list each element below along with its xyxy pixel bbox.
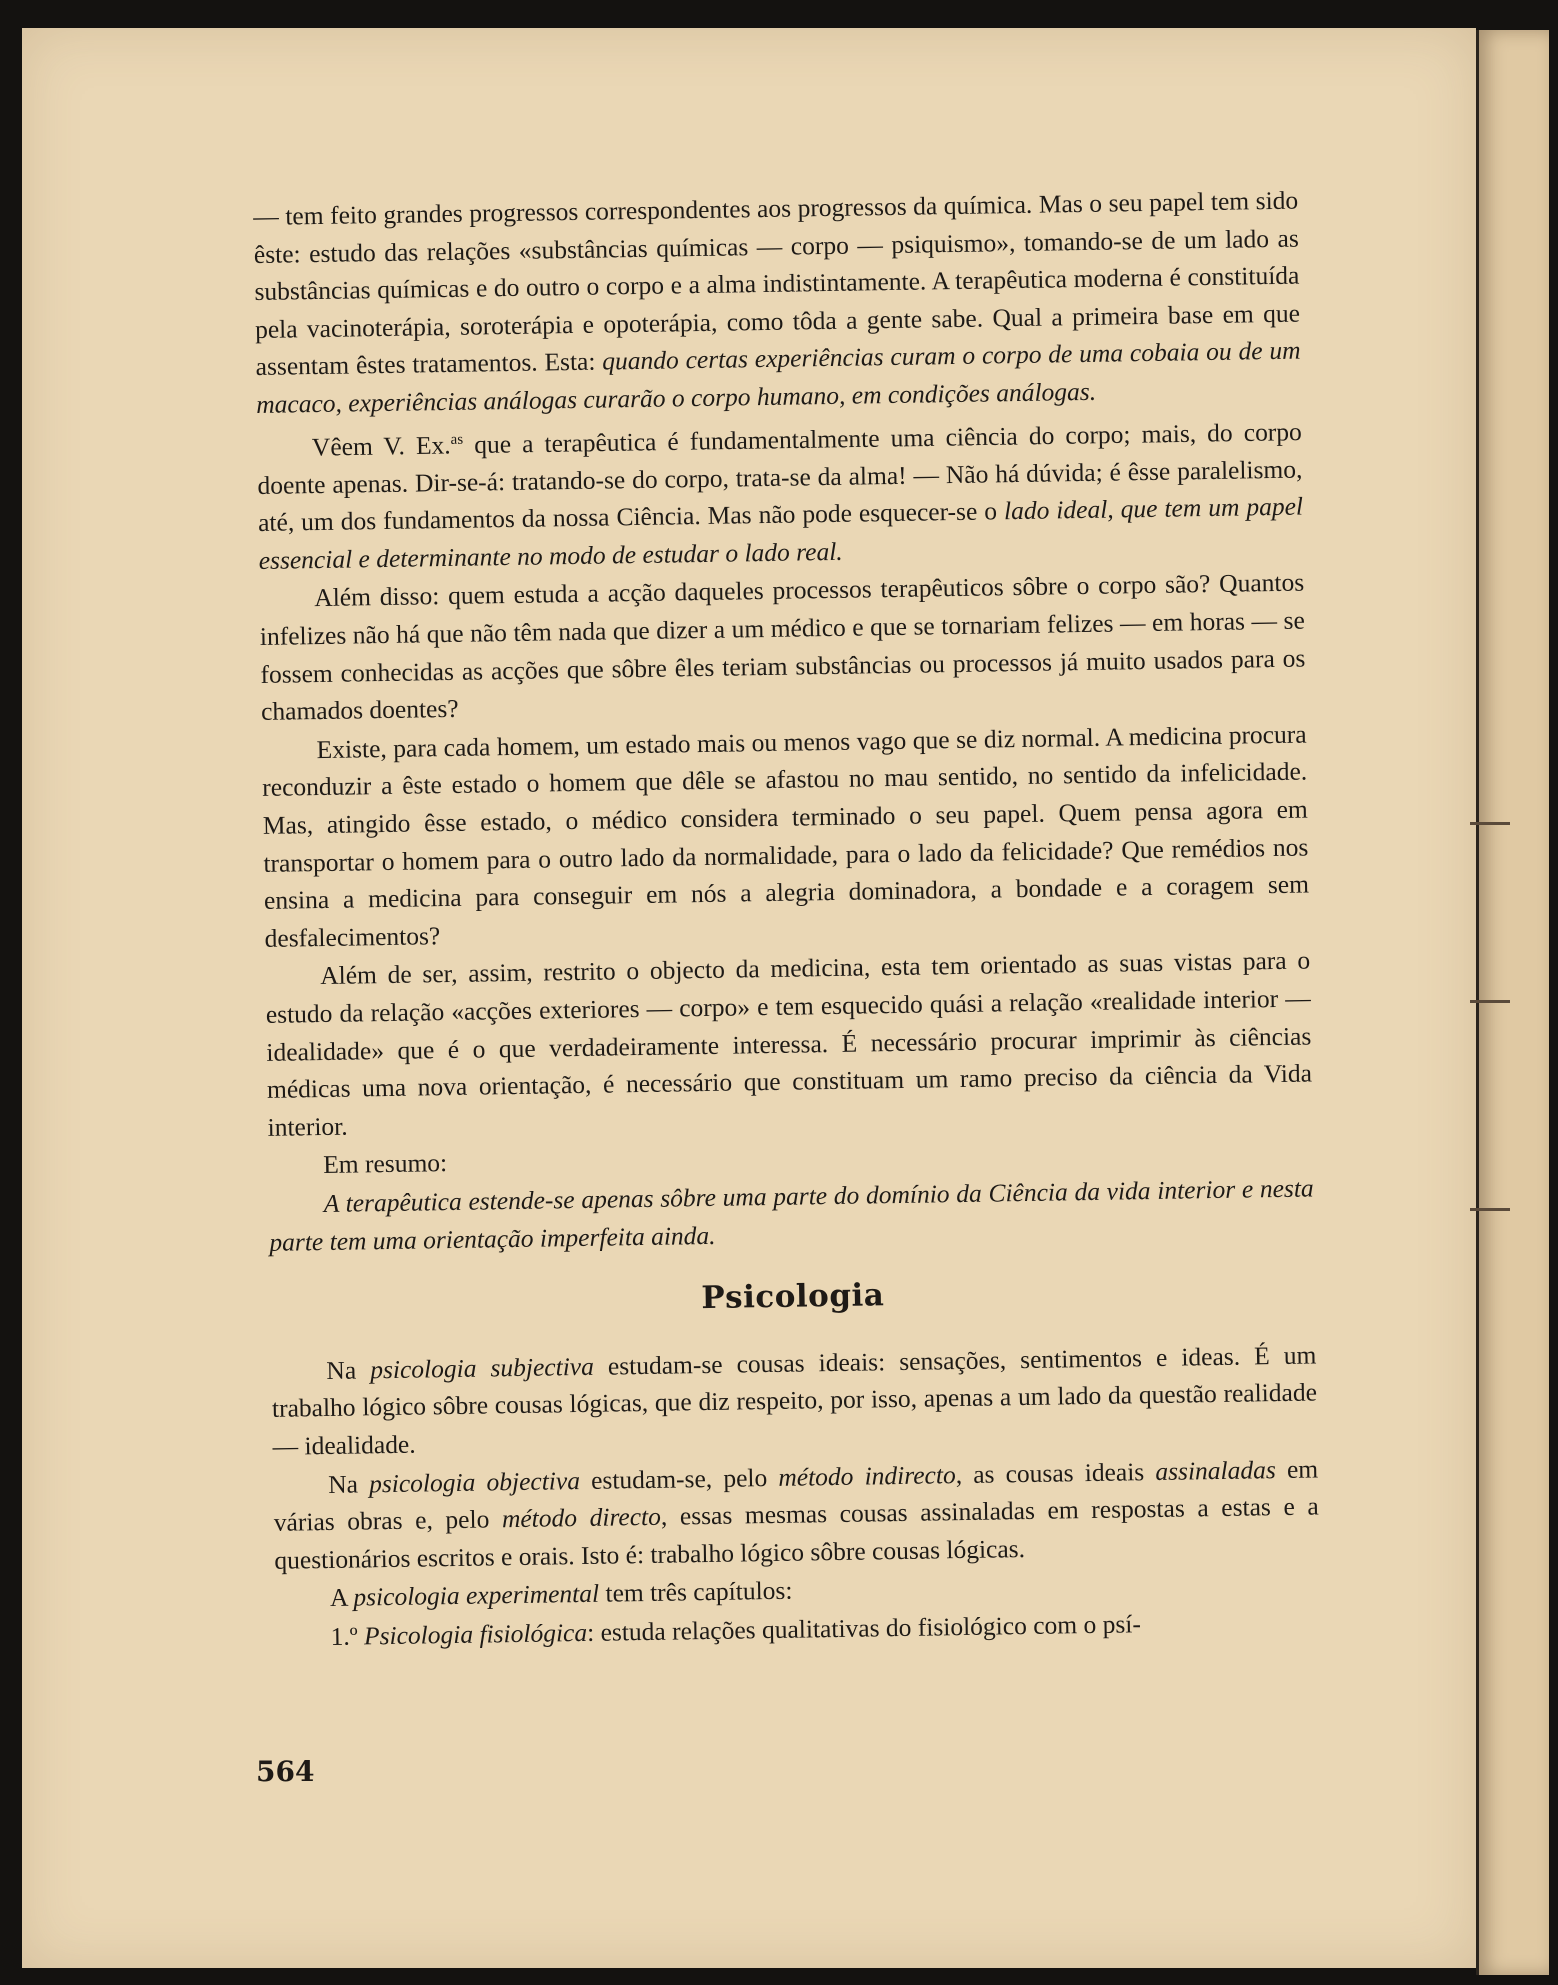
- text-run: estudam-se, pelo: [579, 1462, 779, 1495]
- binding-thread-mark: [1470, 1000, 1510, 1003]
- italic-text: A terapêutica estende-se apenas sôbre uma parte do domínio da Ciência da vida interior e nesta parte tem uma orientação imperfeita ainda.: [269, 1173, 1314, 1257]
- paragraph: [261, 715, 1309, 957]
- text-run: Em resumo:: [322, 1148, 448, 1180]
- text-run: Vêem V. Ex.: [311, 429, 451, 462]
- text-run: estudam-se cousas ideais: sensações, sentimentos e ideas. É um trabalho lógico sôbre cousas lógicas, que diz respeito, por isso, apenas a um lado da questão realidade — idealidade.: [271, 1340, 1318, 1461]
- italic-text: lado ideal, que tem um papel essencial e determinante no modo de estudar o lado real.: [258, 491, 1304, 575]
- italic-text: método directo: [501, 1501, 662, 1534]
- text-run: Além de ser, assim, restrito o objecto da medicina, esta tem orientado as suas vistas para o estudo da relação «acções exteriores — corpo» e tem esquecido quási a relação «realidade interior — idealidade» que é o que verdadeiramente interessa. É necessário procurar imprimir às ciências médicas uma nova orientação, é necessário que constituam um ramo preciso da ciência da Vida interior.: [265, 945, 1313, 1142]
- text-run: Além disso: quem estuda a acção daqueles processos terapêuticos sôbre o corpo são? Quantos infelizes não há que não têm nada que dizer a um médico e que se tornariam felizes — em horas — se fossem conhecidas as acções que sôbre êles teriam substâncias ou processos já muito usados para os chamados doentes?: [259, 567, 1306, 727]
- text-run: Existe, para cada homem, um estado mais ou menos vago que se diz normal. A medicina procura reconduzir a êste estado o homem que dêle se afastou no mau sentido, no sentido da infelicidade. Mas, atingido êsse estado, o médico considera terminado o seu papel. Quem pensa agora em transportar o homem para o outro lado da normalidade, para o lado da felicidade? Que remédios nos ensina a medicina para conseguir em nós a alegria dominadora, a bondade e a coragem sem desfalecimentos?: [262, 719, 1310, 953]
- italic-text: psicologia objectiva: [368, 1465, 581, 1498]
- text-run: as: [450, 431, 464, 448]
- paragraph: [273, 1450, 1320, 1579]
- paragraph: [253, 182, 1301, 424]
- text-run: que a terapêutica é fundamentalmente uma ciência do corpo; mais, do corpo doente apenas. Dir-se-á: tratando-se do corpo, trata-se da alma! — Não há dúvida; é êsse paralelismo, até, um dos fundamentos da nossa Ciência. Mas não pode esquecer-se o: [257, 416, 1303, 538]
- paragraphs-before-heading: [253, 182, 1315, 1261]
- italic-text: quando certas experiências curam o corpo de uma cobaia ou de um macaco, experiências análogas curarão o corpo humano, em condições análogas.: [256, 335, 1301, 419]
- text-run: , essas mesmas cousas assinaladas em respostas a estas e a questionários escritos e orais. Isto é: trabalho lógico sôbre cousas lógicas.: [274, 1491, 1319, 1575]
- paragraph: [269, 1169, 1315, 1261]
- paragraph: [271, 1336, 1318, 1465]
- italic-text: método indirecto: [778, 1459, 956, 1492]
- text-run: , as cousas ideais: [955, 1456, 1156, 1489]
- italic-text: assinaladas: [1155, 1454, 1277, 1486]
- text-run: 1.º: [330, 1621, 365, 1651]
- page-number: 564: [256, 1755, 315, 1788]
- paragraph: [257, 408, 1304, 579]
- italic-text: psicologia subjectiva: [369, 1351, 595, 1385]
- text-run: : estuda relações qualitativas do fisiológico com o psí-: [586, 1609, 1142, 1647]
- text-run: A: [329, 1582, 354, 1613]
- binding-thread-mark: [1470, 1208, 1510, 1211]
- binding-thread-mark: [1470, 822, 1510, 825]
- italic-text: Psicologia fisiológica: [363, 1617, 588, 1651]
- paragraph: [265, 942, 1313, 1146]
- text-run: em várias obras e, pelo: [273, 1453, 1319, 1537]
- text-run: — tem feito grandes progressos correspondentes aos progressos da química. Mas o seu papel tem sido êste: estudo das relações «substâncias químicas — corpo — psiquismo», tomando-se de um lado as substâncias químicas e do outro o corpo e a alma indistintamente. A terapêutica moderna é constituída pela vacinoterápia, soroterápia e opoterápia, como tôda a gente sabe. Qual a primeira base em que assentam êstes tratamentos. Esta:: [253, 185, 1301, 382]
- body-text: [253, 182, 1321, 1658]
- paragraphs-after-heading: [271, 1336, 1321, 1656]
- section-heading: Psicologia: [701, 1277, 885, 1317]
- paragraph: [259, 564, 1306, 731]
- italic-text: psicologia experimental: [353, 1579, 600, 1612]
- text-run: tem três capítulos:: [598, 1575, 793, 1609]
- text-run: Na: [327, 1468, 370, 1499]
- text-run: Na: [326, 1355, 371, 1385]
